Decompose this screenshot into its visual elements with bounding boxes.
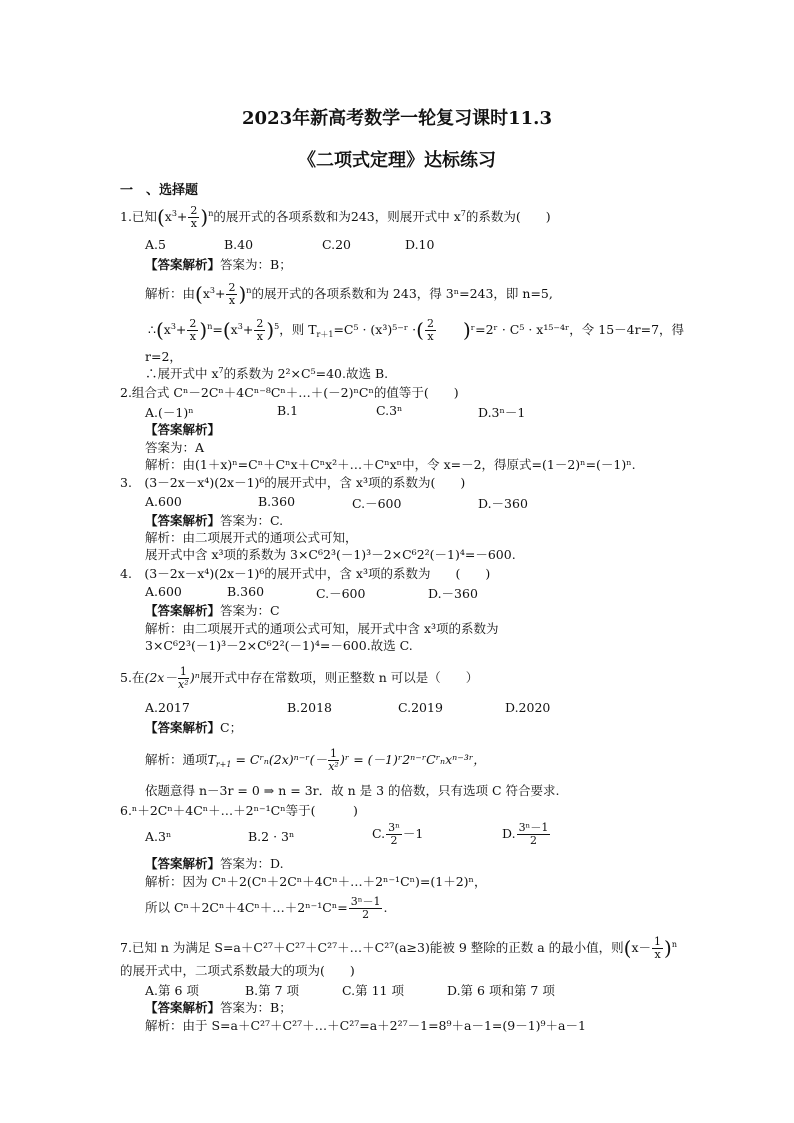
q5-option-c: C.2019 bbox=[398, 700, 443, 715]
q2-answer: 答案为：A bbox=[145, 440, 205, 455]
q7-option-c: C.第 11 项 bbox=[342, 983, 404, 998]
q7-option-d: D.第 6 项和第 7 项 bbox=[447, 983, 555, 998]
q4-answer: 【答案解析】答案为：C bbox=[145, 603, 280, 618]
q3-option-d: D.－360 bbox=[478, 496, 528, 511]
q4-option-c: C.－600 bbox=[316, 586, 366, 601]
q5-option-d: D.2020 bbox=[505, 700, 551, 715]
q1-option-b: B.40 bbox=[224, 237, 254, 252]
q3-option-c: C.－600 bbox=[352, 496, 402, 511]
q1-stem: 1.已知($x^3+$ $\frac{2}{x}$ )$^n$的展开式的各项系数和为243，则展开式中 $x^7$的系数为( ) bbox=[120, 204, 551, 230]
q4-option-a: A.600 bbox=[145, 584, 182, 599]
q2-option-b: B.1 bbox=[277, 403, 299, 418]
q2-answer-tag: 【答案解析】 bbox=[145, 422, 221, 437]
q6-option-a: A.3ⁿ bbox=[145, 829, 172, 844]
q1-solution-line4: ∴展开式中 $x^7$的系数为 2²×C⁵=40.故选 B. bbox=[145, 366, 389, 381]
q4-option-b: B.360 bbox=[227, 584, 265, 599]
q3-solution-line1: 解析：由二项展开式的通项公式可知， bbox=[145, 530, 358, 545]
q1-solution-line3: r=2， bbox=[145, 349, 182, 364]
q6-option-b: B.2 · 3ⁿ bbox=[248, 829, 295, 844]
q3-option-a: A.600 bbox=[145, 494, 182, 509]
q4-solution-line1: 解析：由二项展开式的通项公式可知，展开式中含 x³项的系数为 bbox=[145, 621, 499, 636]
section-heading: 一 、选择题 bbox=[120, 183, 199, 198]
q7-option-b: B.第 7 项 bbox=[245, 983, 300, 998]
q2-option-d: D.3ⁿ－1 bbox=[478, 405, 526, 420]
q3-solution-line2: 展开式中含 x³项的系数为 3×C⁶2³(－1)³－2×C⁶2²(－1)⁴=－600. bbox=[145, 547, 516, 562]
q6-solution-line2: 所以 Cⁿ＋2Cⁿ＋4Cⁿ＋…＋2ⁿ⁻¹Cⁿ= $\frac{\text{3ⁿ－1}}{2}$ . bbox=[145, 895, 388, 921]
q4-stem: 4. (3－2x－x⁴)(2x－1)⁶的展开式中，含 x³项的系数为 ( ) bbox=[120, 566, 491, 581]
q7-option-a: A.第 6 项 bbox=[145, 983, 199, 998]
q7-answer: 【答案解析】答案为：B； bbox=[145, 1000, 292, 1015]
q1-solution-line2: $\therefore(x^3+$ $\frac{2}{x}$ )$^n=(x^3+$ $\frac{2}{x}$ )$^5$，则 $T_{r+1}=C^5$ · (x³)⁵⁻ʳ ·( $\frac{2}{x}$ )ʳ=2ʳ · C⁵ · x¹⁵⁻⁴ʳ，令 15－4r=7，得 bbox=[148, 317, 685, 343]
q6-option-d: D. $\frac{\text{3ⁿ－1}}{2}$ bbox=[502, 821, 549, 847]
document-title: 2023年新高考数学一轮复习课时11.3 bbox=[242, 108, 552, 129]
q3-answer: 【答案解析】答案为：C. bbox=[145, 513, 284, 528]
q7-stem-line2: 的展开式中，二项式系数最大的项为( ) bbox=[120, 963, 355, 978]
q2-solution: 解析：由(1＋x)ⁿ=Cⁿ＋Cⁿx＋Cⁿx²＋…＋Cⁿxⁿ中，令 x=－2，得原式=(1－2)ⁿ=(－1)ⁿ. bbox=[145, 457, 636, 472]
q5-stem: 5.在(2x－ $\frac{1}{\text{x²}}$ )ⁿ展开式中存在常数项，则正整数 n 可以是（ ） bbox=[120, 665, 479, 691]
q2-option-a: A.(－1)ⁿ bbox=[145, 405, 194, 420]
q1-option-d: D.10 bbox=[405, 237, 435, 252]
q5-answer: 【答案解析】C； bbox=[145, 720, 243, 735]
document-subtitle: 《二项式定理》达标练习 bbox=[298, 150, 496, 171]
q5-solution-line1: 解析：通项$T_{r+1}$ = Cʳₙ(2x)ⁿ⁻ʳ(－ $\frac{1}{\text{x²}}$ )ʳ = (－1)ʳ2ⁿ⁻ʳCʳₙxⁿ⁻³ʳ， bbox=[145, 747, 486, 773]
q1-option-a: A.5 bbox=[145, 237, 166, 252]
q1-fraction: $\frac{2}{x}$ bbox=[190, 204, 198, 230]
q3-option-b: B.360 bbox=[258, 494, 296, 509]
q3-stem: 3. (3－2x－x⁴)(2x－1)⁶的展开式中，含 x³项的系数为( ) bbox=[120, 475, 466, 490]
q5-solution-line2: 依题意得 n－3r = 0 ⇒ n = 3r．故 n 是 3 的倍数，只有选项 C 符合要求. bbox=[145, 783, 560, 798]
q4-option-d: D.－360 bbox=[428, 586, 478, 601]
q2-stem: 2.组合式 Cⁿ－2Cⁿ＋4Cⁿ⁻⁸Cⁿ＋…＋(－2)ⁿCⁿ的值等于( ) bbox=[120, 385, 459, 400]
q6-option-c: C. $\frac{\text{3ⁿ}}{2}$ －1 bbox=[372, 821, 424, 847]
q1-option-c: C.20 bbox=[322, 237, 351, 252]
q7-solution: 解析：由于 S=a＋C²⁷＋C²⁷＋…＋C²⁷=a＋2²⁷－1=8⁹＋a－1=(9－1)⁹＋a－1 bbox=[145, 1018, 586, 1033]
q5-option-a: A.2017 bbox=[145, 700, 190, 715]
q2-option-c: C.3ⁿ bbox=[376, 403, 403, 418]
q7-stem-line1: 7.已知 n 为满足 S=a＋C²⁷＋C²⁷＋C²⁷＋…＋C²⁷(a≥3)能被 9 整除的正数 a 的最小值，则(x－ $\frac{1}{x}$ )$^n$ bbox=[120, 935, 678, 961]
q6-solution-line1: 解析：因为 Cⁿ＋2(Cⁿ＋2Cⁿ＋4Cⁿ＋…＋2ⁿ⁻¹Cⁿ)=(1＋2)ⁿ， bbox=[145, 874, 487, 889]
q1-answer: 【答案解析】答案为：B； bbox=[145, 257, 292, 272]
q6-answer: 【答案解析】答案为：D. bbox=[145, 856, 284, 871]
q1-solution-line1: 解析：由($x^3+$ $\frac{2}{x}$ )$^n$的展开式的各项系数和为 243，得 3ⁿ=243，即 n=5, bbox=[145, 281, 553, 307]
q6-stem: 6.ⁿ＋2Cⁿ＋4Cⁿ＋…＋2ⁿ⁻¹Cⁿ等于( ) bbox=[120, 803, 358, 818]
q4-solution-line2: 3×C⁶2³(－1)³－2×C⁶2²(－1)⁴=－600.故选 C. bbox=[145, 638, 413, 653]
q5-option-b: B.2018 bbox=[287, 700, 332, 715]
